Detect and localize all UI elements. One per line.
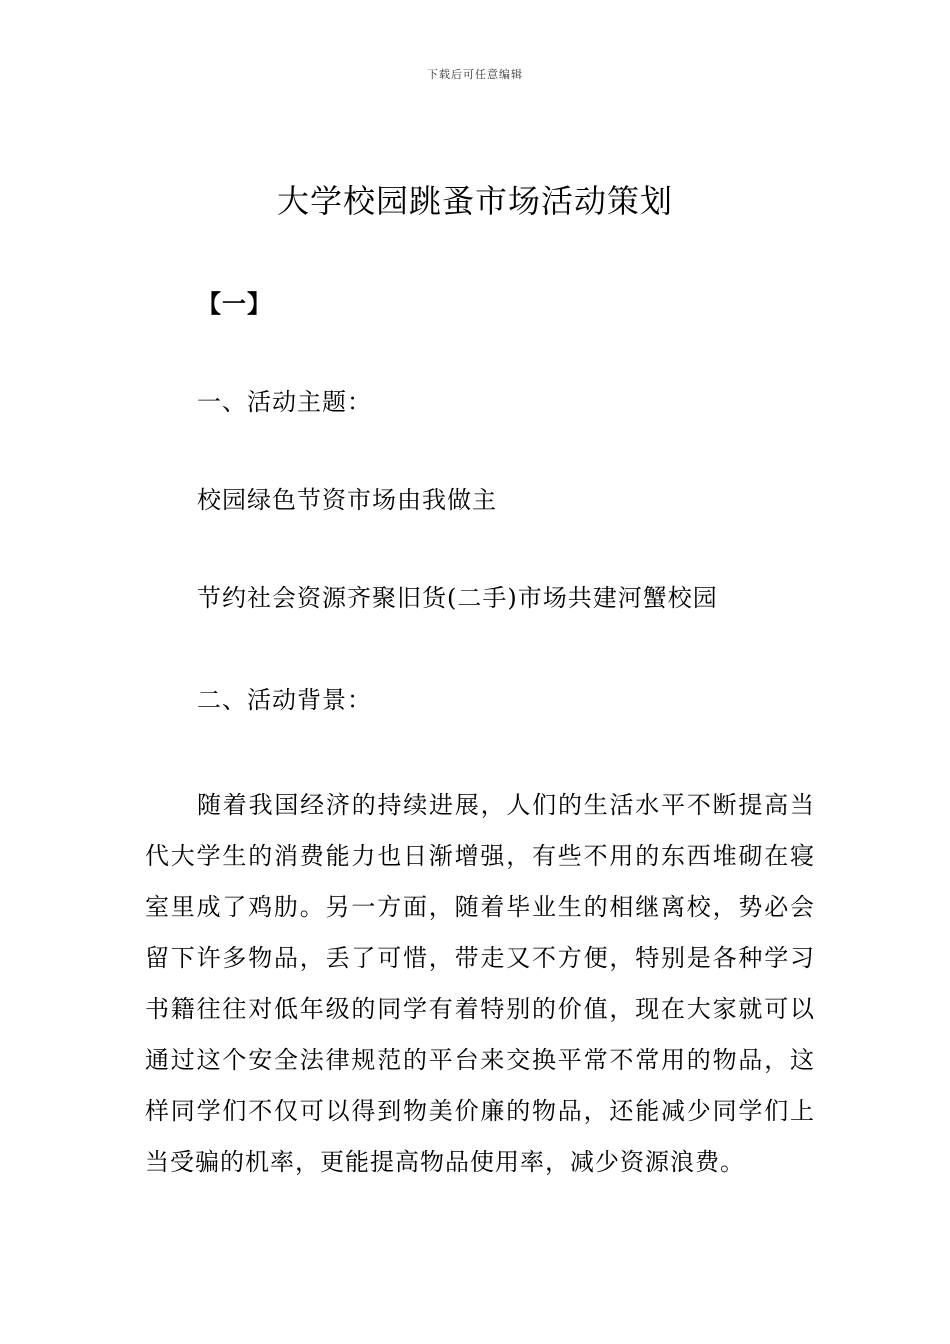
- heading-activity-theme: 一、活动主题：: [197, 388, 372, 416]
- heading-activity-background: 二、活动背景：: [197, 686, 372, 714]
- document-title: 大学校园跳蚤市场活动策划: [276, 182, 673, 220]
- background-paragraph: 随着我国经济的持续进展，人们的生活水平不断提高当代大学生的消费能力也日渐增强，有些不用的东西堆砌在寝室里成了鸡肋。另一方面，随着毕业生的相继离校，势必会留下许多物品，丢了可惜，带走又不方便，特别是各种学习书籍往往对低年级的同学有着特别的价值，现在大家就可以通过这个安全法律规范的平台来交换平常不常用的物品，这样同学们不仅可以得到物美价廉的物品，还能减少同学们上当受骗的机率，更能提高物品使用率，减少资源浪费。: [145, 791, 815, 1176]
- section-mark: 【一】: [197, 289, 272, 318]
- header-note: 下载后可任意编辑: [427, 68, 523, 81]
- theme-line-1: 校园绿色节资市场由我做主: [197, 486, 497, 514]
- theme-line-2: 节约社会资源齐聚旧货(二手)市场共建河蟹校园: [197, 584, 718, 612]
